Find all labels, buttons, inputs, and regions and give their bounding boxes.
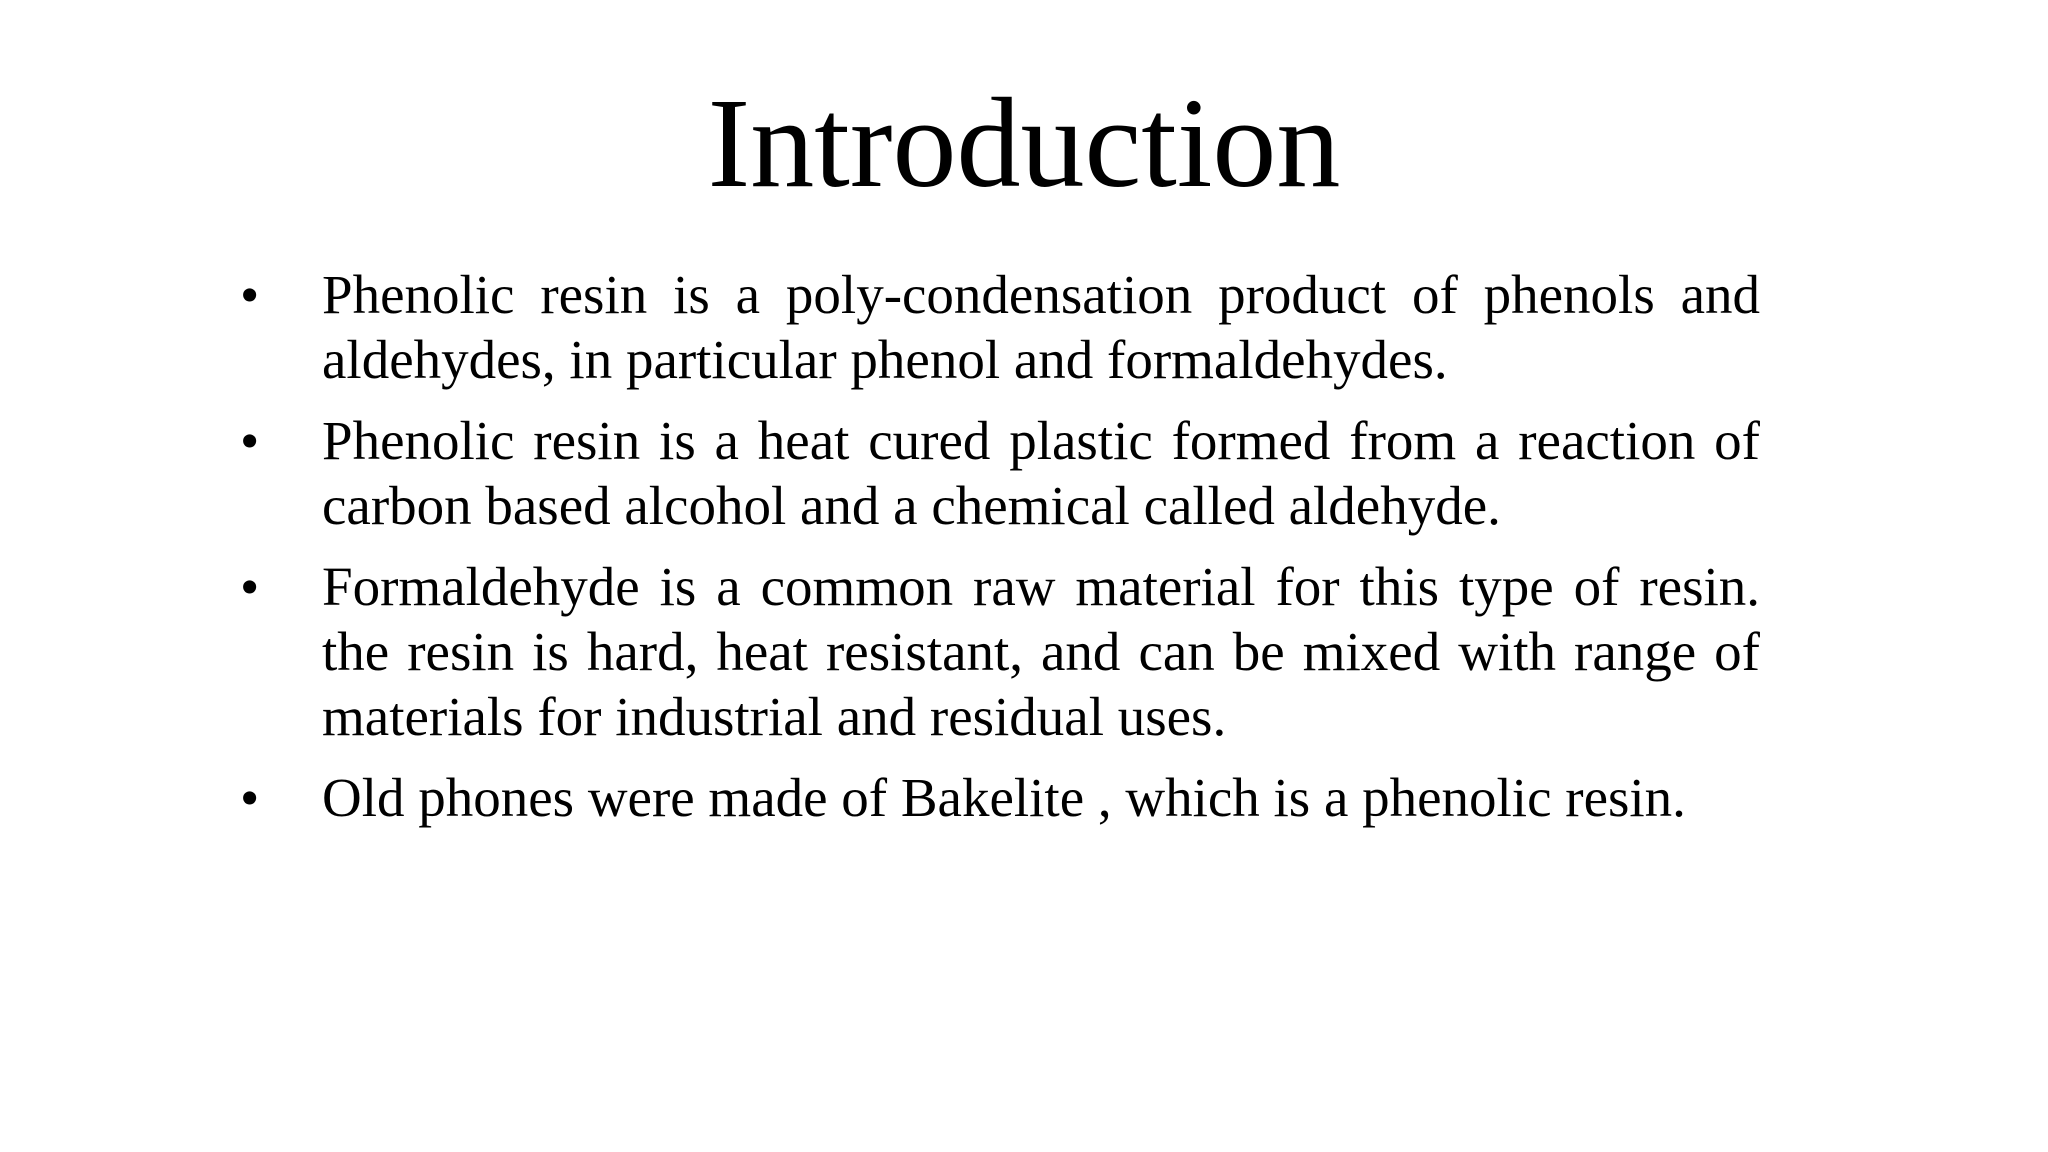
bullet-dot-icon: • [240, 767, 260, 828]
bullet-text: Phenolic resin is a poly-condensation product of phenols and aldehydes, in particular phenol and formaldehydes. [322, 264, 1760, 390]
bullet-text: Old phones were made of Bakelite , which is a phenolic resin. [322, 767, 1686, 828]
list-item [240, 408, 1760, 538]
bullet-list [240, 262, 1760, 846]
bullet-dot-icon: • [240, 410, 260, 471]
list-item [240, 262, 1760, 392]
bullet-text: Formaldehyde is a common raw material for this type of resin. the resin is hard, heat resistant, and can be mixed with range of materials for industrial and residual uses. [322, 556, 1760, 747]
slide-title: Introduction [707, 72, 1341, 214]
bullet-dot-icon: • [240, 556, 260, 617]
list-item [240, 765, 1760, 830]
bullet-text: Phenolic resin is a heat cured plastic formed from a reaction of carbon based alcohol and a chemical called aldehyde. [322, 410, 1760, 536]
list-item [240, 554, 1760, 749]
bullet-dot-icon: • [240, 264, 260, 325]
